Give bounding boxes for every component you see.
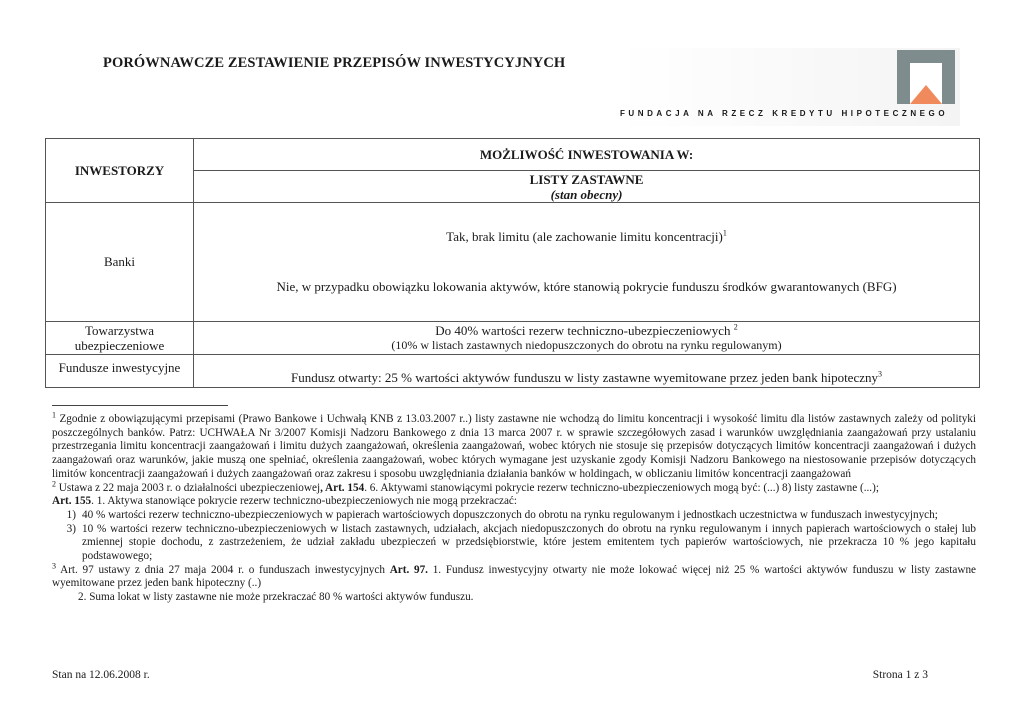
header-mortgage-bonds-note: (stan obecny) bbox=[550, 186, 623, 202]
footnote-ref-2: 2 bbox=[733, 322, 738, 332]
logo-text: FUNDACJA NA RZECZ KREDYTU HIPOTECZNEGO bbox=[620, 109, 949, 118]
comparison-table bbox=[45, 138, 980, 388]
footnote-1-text: Zgodnie z obowiązującymi przepisami (Prawo Bankowe i Uchwałą KNB z 13.03.2007 r..) listy zastawne nie wchodzą do limitu koncentracji i wysokość limitu dla listów zastawnych zależy od polityki poszczególnych banków. Patrz: UCHWAŁA Nr 3/2007 Komisji Nadzoru Bankowego z dnia 13 marca 2007 r. w sprawie szczegółowych zasad i warunków uwzględniania zaangażowań przy ustalaniu przestrzegania limitu koncentracji zaangażowań i limitu dużych zaangażowań, określenia zaangażowań, wobec których nie stosuje się przepisów dotyczących limitów koncentracji zaangażowań i dużych zaangażowań oraz warunków, jakie muszą one spełniać, określenia zaangażowań, wobec których wymagane jest uzyskanie zgody Komisji Nadzoru Bankowego na niestosowanie przepisów dotyczących limitów koncentracji zaangażowań i dużych zaangażowań oraz zakresu i sposobu uwzględniania działania banków w holdingach, w obliczaniu limitów koncentracji zaangażowań bbox=[52, 413, 976, 480]
banks-line-1-text: Tak, brak limitu (ale zachowanie limitu koncentracji) bbox=[446, 229, 723, 244]
footnote-3-point-2: 2. Suma lokat w listy zastawne nie może przekraczać 80 % wartości aktywów funduszu. bbox=[78, 591, 474, 604]
footnote-1 bbox=[52, 410, 976, 482]
insurers-line-2: (10% w listach zastawnych niedopuszczonych do obrotu na rynku regulowanym) bbox=[391, 338, 782, 352]
header-investors: INWESTORZY bbox=[46, 139, 194, 203]
footnote-ref-3: 3 bbox=[878, 369, 882, 379]
header-mortgage-bonds-title: LISTY ZASTAWNE bbox=[529, 171, 644, 187]
header-investment-possibility: MOŻLIWOŚĆ INWESTOWANIA W: bbox=[194, 139, 980, 171]
footnote-2-item-3-text: 10 % wartości rezerw techniczno-ubezpieczeniowych w listach zastawnych, udziałach, akcjach niedopuszczonych do obrotu na rynku regulowanym i innych papierach wartościowych o stałej lub zmiennej stopie dochodu, z zastrzeżeniem, że udział zakładu ubezpieczeń w przedsiębiorstwie, które jestem emitentem tych papierów wartościowych, nie przekracza 10 % jego kapitału podstawowego; bbox=[82, 522, 976, 563]
insurers-line-1-text: Do 40% wartości rezerw techniczno-ubezpieczeniowych bbox=[435, 323, 734, 338]
footnote-1-number: 1 bbox=[52, 410, 56, 420]
document-title: PORÓWNAWCZE ZESTAWIENIE PRZEPISÓW INWESTYCYJNYCH bbox=[103, 55, 566, 71]
footnote-2-text-a: Ustawa z 22 maja 2003 r. o działalności ubezpieczeniowej bbox=[56, 481, 321, 494]
row-value-insurers bbox=[194, 322, 980, 355]
footnote-2-text-c: . 6. Aktywami stanowiącymi pokrycie rezerw techniczno-ubezpieczeniowych mogą być: (...) 8) listy zastawne (...); bbox=[364, 481, 879, 494]
banks-line-1 bbox=[194, 229, 979, 245]
row-label-banks: Banki bbox=[46, 203, 194, 322]
row-label-investment-funds: Fundusze inwestycyjne bbox=[46, 355, 194, 388]
footnote-2-text-e: . 1. Aktywa stanowiące pokrycie rezerw techniczno-ubezpieczeniowych nie mogą przekraczać: bbox=[91, 495, 518, 508]
insurers-label-line-2: ubezpieczeniowe bbox=[74, 338, 165, 353]
footnote-3-text-c: 1. Fundusz inwestycyjny otwarty nie może lokować więcej niż 25 % wartości aktywów funduszu w listy zastawne wyemitowane przez jeden bank hipoteczny (..) bbox=[52, 563, 977, 590]
header-mortgage-bonds bbox=[194, 171, 980, 203]
footer-page-number: Strona 1 z 3 bbox=[872, 669, 928, 681]
footnote-2-item-1 bbox=[52, 509, 976, 523]
footnote-2 bbox=[52, 478, 976, 509]
footnote-ref-1: 1 bbox=[722, 228, 727, 238]
footnote-3-number: 3 bbox=[52, 561, 56, 570]
footnote-2-number: 2 bbox=[52, 478, 56, 488]
footnote-2-item-3 bbox=[52, 523, 976, 564]
footer-date: Stan na 12.06.2008 r. bbox=[52, 669, 150, 681]
footnote-2-article-155: Art. 155 bbox=[52, 495, 92, 508]
row-value-investment-funds bbox=[194, 355, 980, 388]
insurers-label-line-1: Towarzystwa bbox=[84, 323, 155, 338]
footnote-2-item-1-text: 40 % wartości rezerw techniczno-ubezpieczeniowych w papierach wartościowych dopuszczonych do obrotu na rynku regulowanym i jednostkach uczestnictwa w funduszach inwestycyjnych; bbox=[82, 508, 938, 521]
footnote-3 bbox=[52, 561, 977, 591]
row-label-insurers bbox=[46, 322, 194, 355]
footnote-2-item-1-number: 1) bbox=[66, 508, 76, 521]
footnotes bbox=[52, 410, 977, 605]
footnote-2-article-154: , Art. 154 bbox=[320, 481, 365, 494]
footnote-2-item-3-number: 3) bbox=[66, 522, 76, 535]
footnote-3-text-a: Art. 97 ustawy z dnia 27 maja 2004 r. o funduszach inwestycyjnych bbox=[56, 563, 390, 576]
funds-text: Fundusz otwarty: 25 % wartości aktywów funduszu w listy zastawne wyemitowane przez jeden bank hipoteczny bbox=[290, 370, 878, 385]
footnote-separator bbox=[52, 405, 228, 406]
footnote-3-article-97: Art. 97. bbox=[389, 563, 428, 576]
row-value-banks bbox=[194, 203, 980, 322]
banks-line-2: Nie, w przypadku obowiązku lokowania aktywów, które stanowią pokrycie funduszu środków gwarantowanych (BFG) bbox=[276, 279, 897, 294]
foundation-logo bbox=[897, 50, 955, 104]
insurers-line-1 bbox=[194, 323, 979, 338]
